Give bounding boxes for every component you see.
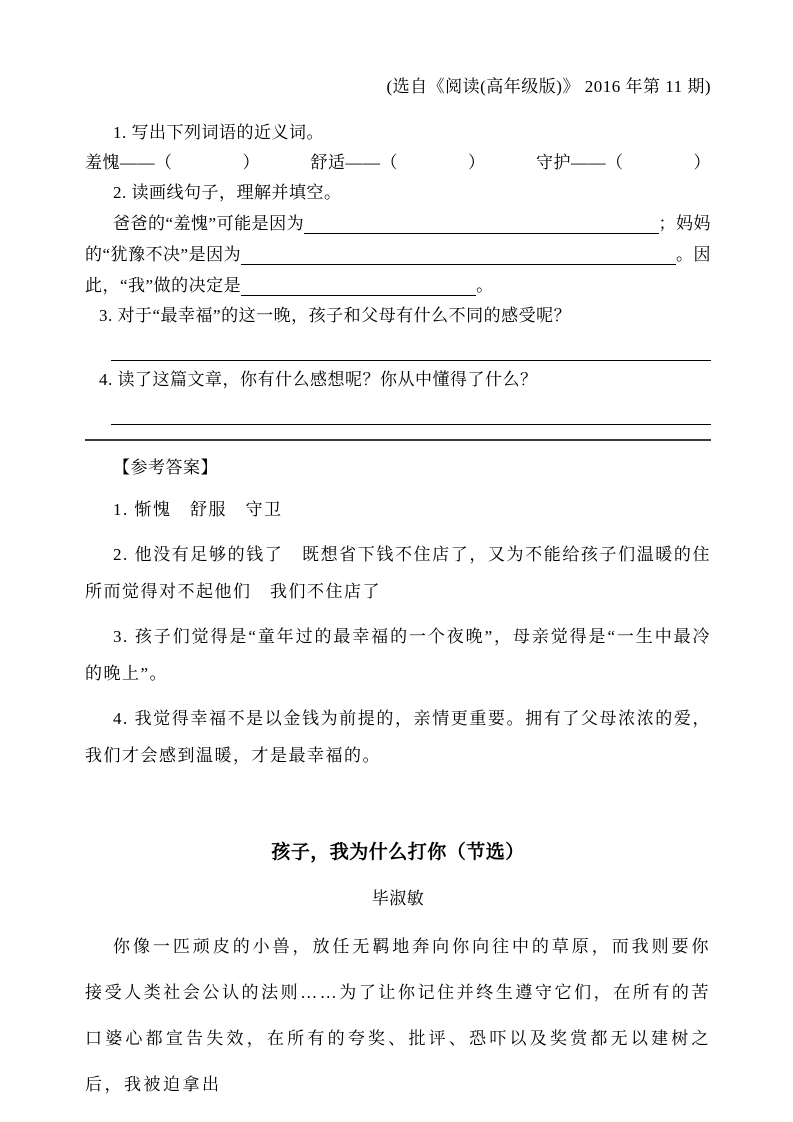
question-4-answer-blank-line [111, 395, 711, 425]
reference-answer-1: 1. 惭愧 舒服 守卫 [113, 500, 283, 519]
question-3: 3. 对于“最幸福”的这一晚，孩子和父母有什么不同的感受呢？ [99, 306, 572, 325]
reference-answer-4: 4. 我觉得幸福不是以金钱为前提的，亲情更重要。拥有了父母浓浓的爱，我们才会感到温暖，才是最幸福的。 [85, 709, 711, 765]
synonym-blank-2: 舒适——（ ） [310, 153, 486, 172]
synonym-blank-1: 羞愧——（ ） [85, 153, 260, 172]
synonym-blanks-row [85, 148, 711, 178]
reference-answer-3: 3. 孩子们觉得是“童年过的最幸福的一个夜晚”，母亲觉得是“一生中最冷的晚上”。 [85, 627, 711, 683]
fill-blank-2 [241, 240, 676, 265]
question-3-answer-blank-line [111, 331, 711, 361]
fill-line-1-pre-text: 爸爸的“羞愧”可能是因为 [113, 214, 305, 233]
essay-author: 毕淑敏 [371, 889, 425, 908]
fill-line-3-pre-text: 此，“我”做的决定是 [85, 276, 242, 295]
fill-line-1-post-text: ；妈妈 [658, 214, 711, 233]
source-citation: (选自《阅读(高年级版)》 2016 年第 11 期) [386, 77, 711, 96]
fill-line-1 [85, 208, 711, 239]
essay-section [85, 838, 711, 1108]
fill-blank-1 [304, 209, 658, 234]
fill-line-2-pre-text: 的“犹豫不决”是因为 [85, 245, 242, 264]
question-2: 2. 读画线句子，理解并填空。 [113, 183, 342, 202]
reference-answer-2: 2. 他没有足够的钱了 既想省下钱不住店了，又为不能给孩子们温暖的住所而觉得对不起他们 我们不住店了 [85, 545, 711, 601]
fill-line-2-post-text: 。因 [676, 245, 711, 264]
fill-line-3-post-text: 。 [476, 276, 494, 295]
question-1: 1. 写出下列词语的近义词。 [113, 123, 324, 142]
fill-blank-3 [241, 271, 476, 296]
fill-line-3 [85, 270, 711, 301]
reference-answers-header: 【参考答案】 [113, 458, 218, 477]
synonym-blank-3: 守护——（ ） [536, 153, 711, 172]
essay-paragraph: 你像一匹顽皮的小兽，放任无羁地奔向你向往中的草原，而我则要你接受人类社会公认的法则……为了让你记住并终生遵守它们，在所有的苦口婆心都宣告失效，在所有的夸奖、批评、恐吓以及奖赏都无以建树之后，我被迫拿出 [85, 937, 711, 1094]
question-4: 4. 读了这篇文章，你有什么感想呢？你从中懂得了什么？ [99, 370, 538, 389]
essay-title: 孩子，我为什么打你（节选） [271, 842, 525, 863]
section-divider-line [85, 439, 711, 441]
fill-line-2 [85, 239, 711, 270]
reference-answers-section [85, 451, 711, 774]
questions-section [85, 118, 711, 425]
